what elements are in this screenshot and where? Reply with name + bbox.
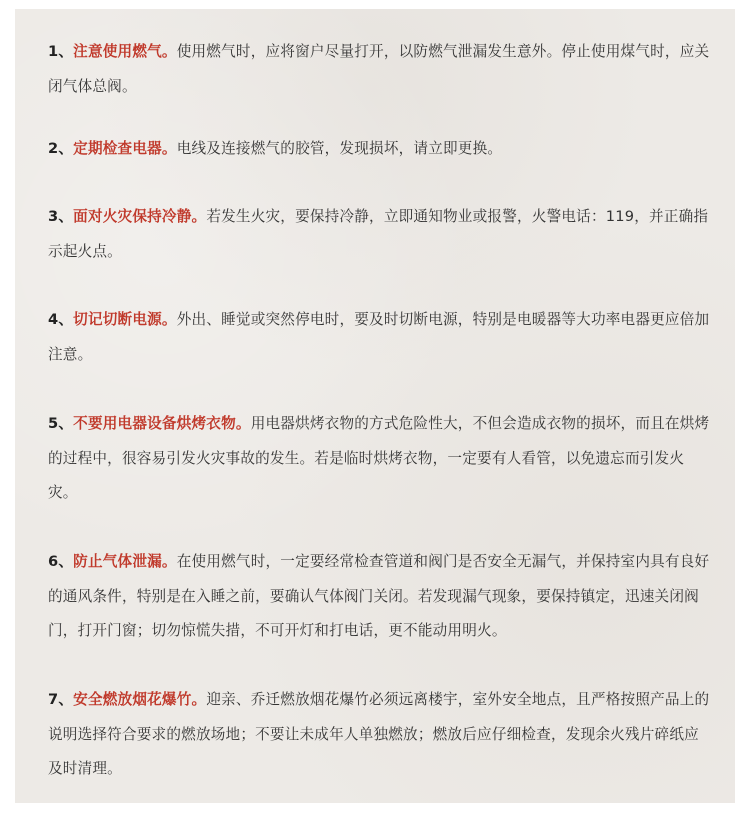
tip-item-1 (48, 35, 712, 104)
tip-item-2 (48, 132, 712, 167)
tip-number: 6、 (48, 553, 74, 570)
tip-item-3 (48, 200, 712, 269)
tip-title: 不要用电器设备烘烤衣物。 (73, 415, 251, 432)
tip-item-7 (48, 683, 712, 787)
tip-title: 防止气体泄漏。 (73, 553, 177, 570)
tip-body: 外出、睡觉或突然停电时，要及时切断电源，特别是电暖器等大功率电器更应倍加注意。 (48, 311, 710, 363)
tip-number: 7、 (48, 691, 74, 708)
tip-number: 4、 (48, 311, 74, 328)
tip-number: 3、 (48, 208, 74, 225)
tip-body: 若发生火灾，要保持冷静，立即通知物业或报警，火警电话：119，并正确指示起火点。 (48, 208, 709, 260)
tip-body: 迎亲、乔迁燃放烟花爆竹必须远离楼宇，室外安全地点，且严格按照产品上的说明选择符合要求的燃放场地；不要让未成年人单独燃放；燃放后应仔细检查，发现余火残片碎纸应及时清理。 (48, 691, 710, 777)
safety-tips-panel (15, 9, 735, 803)
tip-body: 在使用燃气时，一定要经常检查管道和阀门是否安全无漏气，并保持室内具有良好的通风条件，特别是在入睡之前，要确认气体阀门关闭。若发现漏气现象，要保持镇定，迅速关闭阀门，打开门窗；切勿惊慌失措，不可开灯和打电话，更不能动用明火。 (48, 553, 710, 639)
tip-number: 1、 (48, 43, 74, 60)
tip-body: 用电器烘烤衣物的方式危险性大，不但会造成衣物的损坏，而且在烘烤的过程中，很容易引发火灾事故的发生。若是临时烘烤衣物，一定要有人看管，以免遗忘而引发火灾。 (48, 415, 710, 501)
tip-item-5 (48, 407, 712, 511)
tip-title: 安全燃放烟花爆竹。 (73, 691, 207, 708)
tip-item-6 (48, 545, 712, 649)
tip-title: 定期检查电器。 (73, 140, 177, 157)
tip-number: 5、 (48, 415, 74, 432)
tip-item-4 (48, 303, 712, 372)
tip-title: 面对火灾保持冷静。 (73, 208, 207, 225)
tip-title: 注意使用燃气。 (73, 43, 177, 60)
tip-body: 电线及连接燃气的胶管，发现损坏，请立即更换。 (176, 140, 503, 157)
tip-number: 2、 (48, 140, 74, 157)
tip-body: 使用燃气时，应将窗户尽量打开，以防燃气泄漏发生意外。停止使用煤气时，应关闭气体总阀。 (48, 43, 710, 95)
tip-title: 切记切断电源。 (73, 311, 177, 328)
